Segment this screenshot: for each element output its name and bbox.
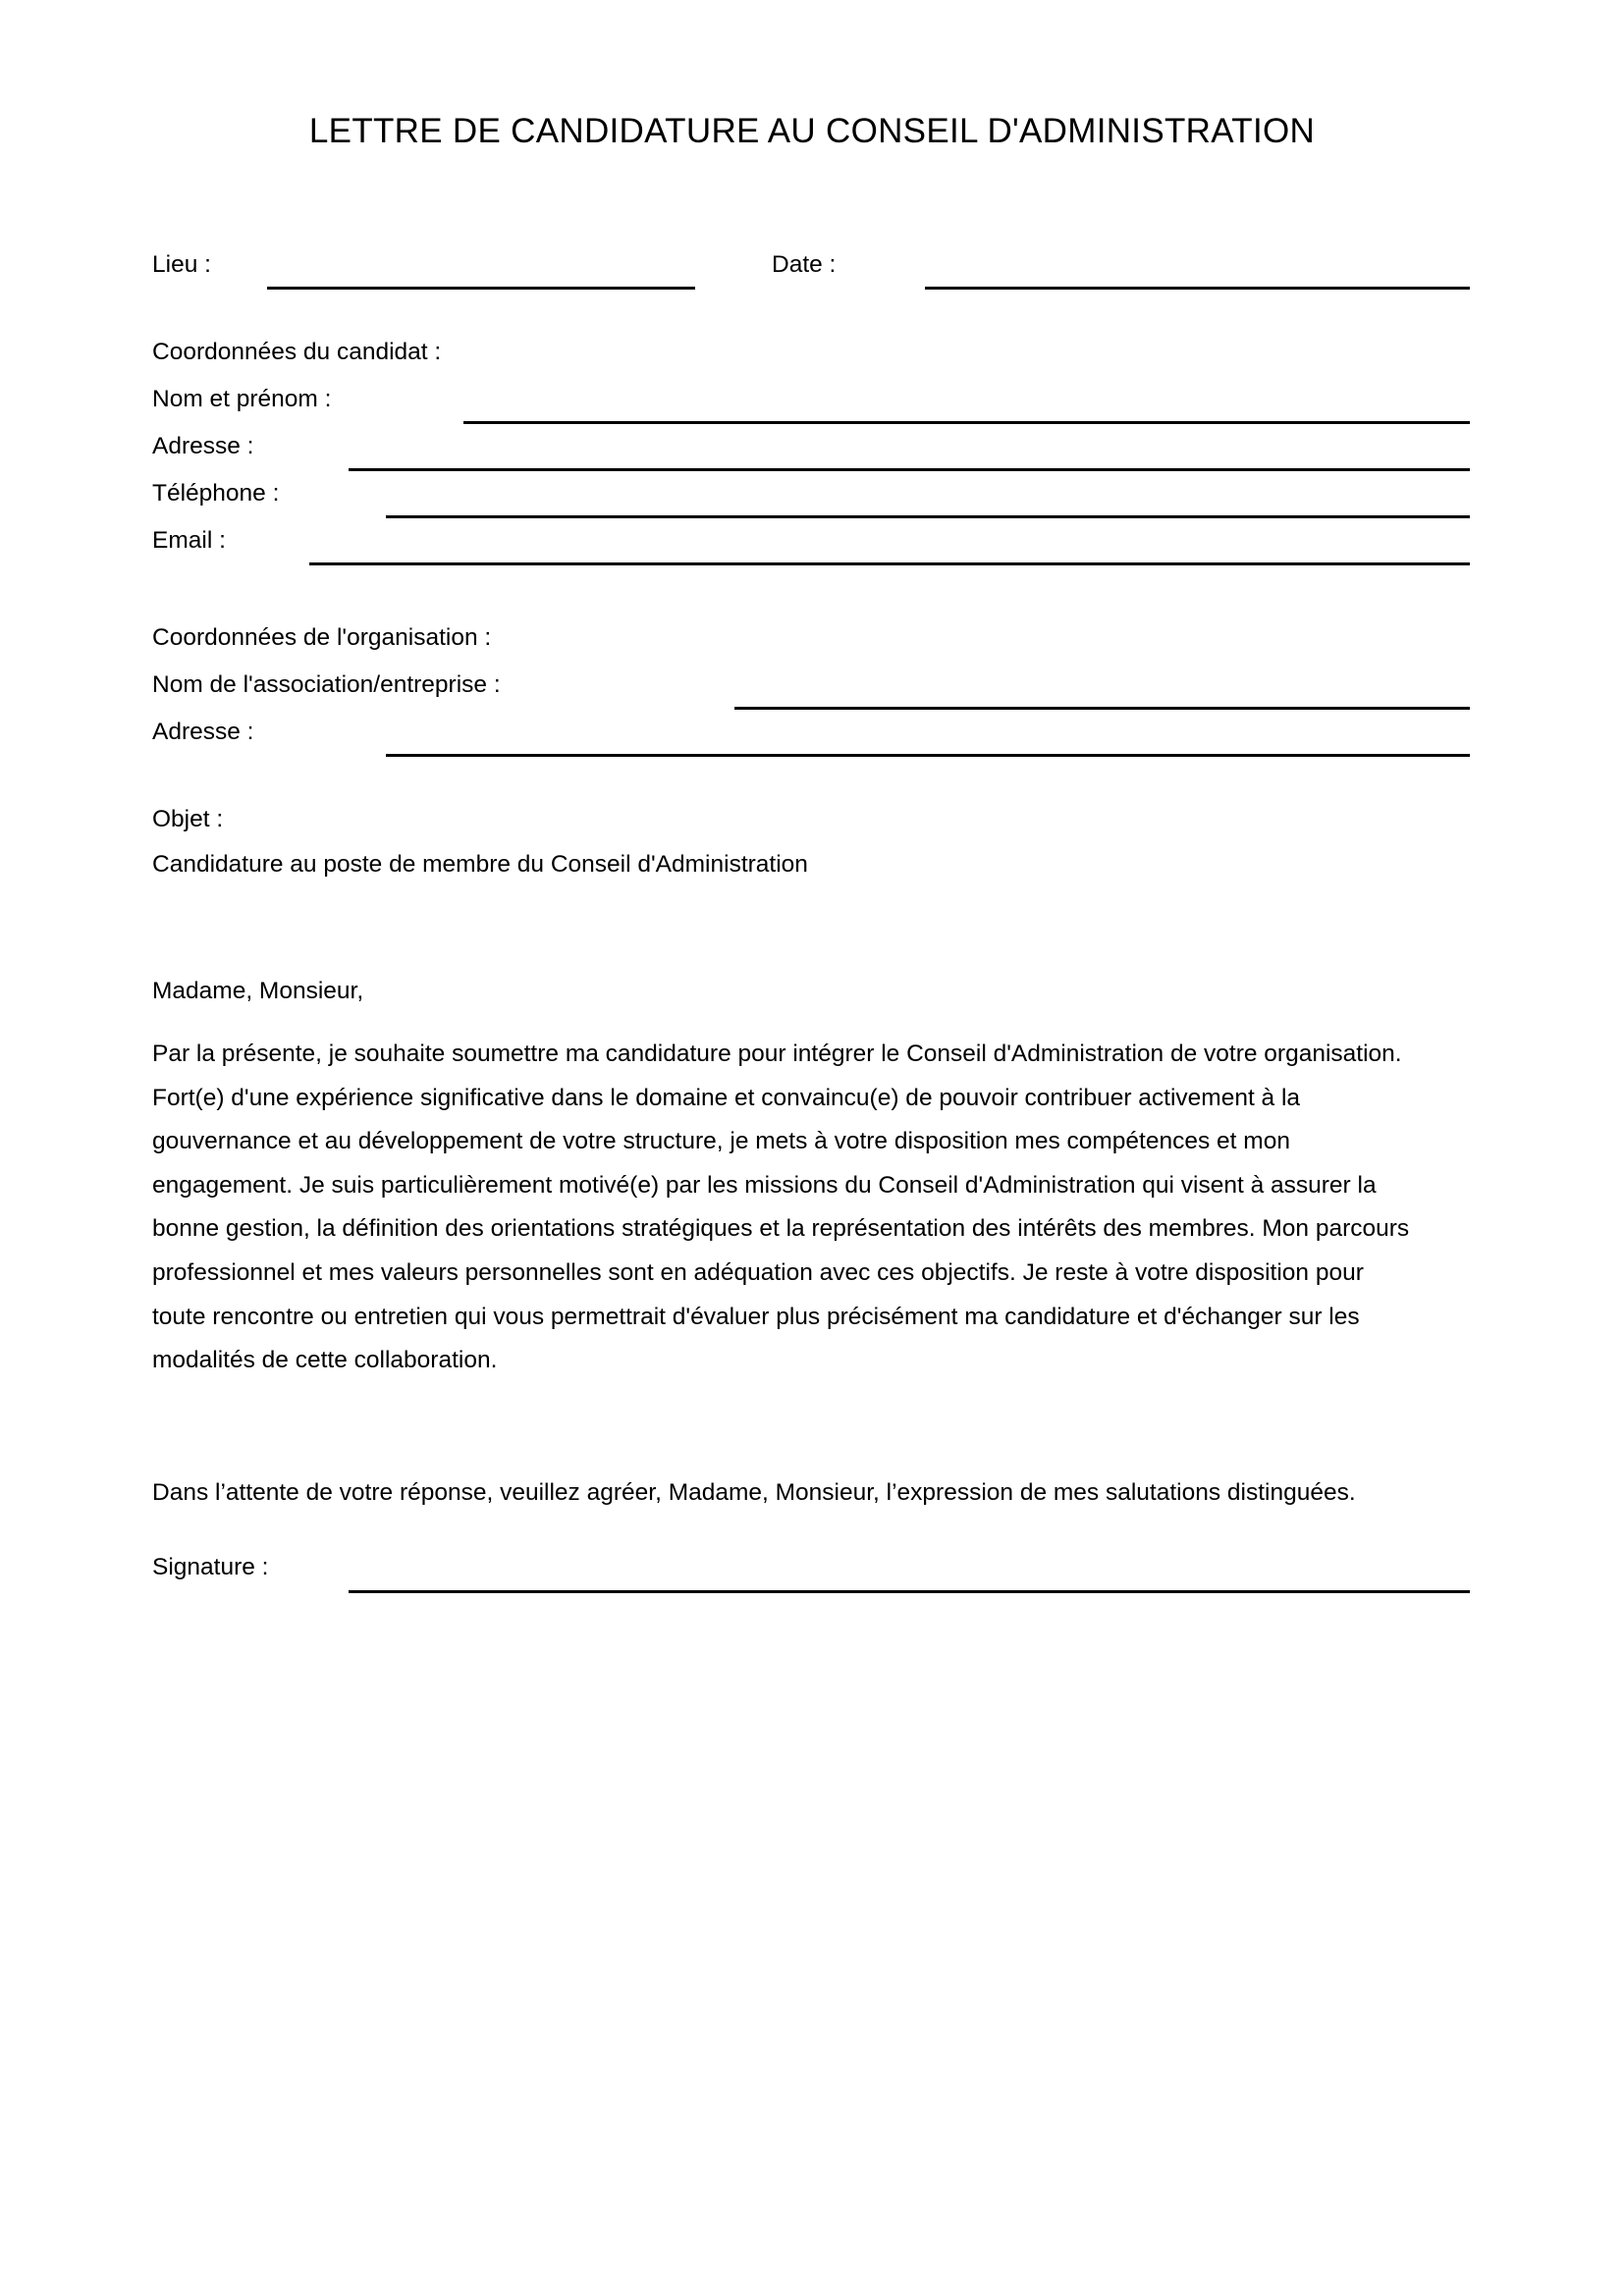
organisation-section-heading: Coordonnées de l'organisation : [152,624,492,651]
field-adresse-organisation-label: Adresse : [152,719,254,745]
field-telephone-input-line[interactable] [386,515,1470,518]
field-lieu-label: Lieu : [152,251,211,278]
field-adresse-candidat-label: Adresse : [152,433,254,459]
field-telephone-label-wrap [152,477,279,516]
letter-salutation: Madame, Monsieur, [152,978,364,1004]
field-nom-prenom-label: Nom et prénom : [152,386,332,412]
field-lieu-input-line[interactable] [267,287,695,290]
field-email-input-line[interactable] [309,562,1470,565]
page-title: LETTRE DE CANDIDATURE AU CONSEIL D'ADMINISTRATION [308,112,1316,150]
field-signature-label-wrap [152,1551,269,1590]
subject-heading: Objet : [152,806,224,832]
field-signature-input-line[interactable] [349,1590,1470,1593]
field-date-label-wrap [772,248,836,288]
field-nom-organisation-label-wrap [152,668,501,708]
field-email-label-wrap [152,524,226,563]
field-nom-prenom-label-wrap [152,383,331,422]
field-adresse-organisation-label-wrap [152,716,254,755]
field-nom-organisation-input-line[interactable] [734,707,1470,710]
field-signature-label: Signature : [152,1554,269,1580]
field-date-label: Date : [772,251,837,278]
field-adresse-candidat-input-line[interactable] [349,468,1470,471]
field-telephone-label: Téléphone : [152,480,280,507]
field-adresse-candidat-label-wrap [152,430,254,469]
letter-closing: Dans l’attente de votre réponse, veuillez agréer, Madame, Monsieur, l’expression de mes salutations distinguées. [152,1479,1356,1506]
field-date-input-line[interactable] [925,287,1470,290]
field-email-label: Email : [152,527,226,554]
field-adresse-organisation-input-line[interactable] [386,754,1470,757]
subject-text: Candidature au poste de membre du Conseil d'Administration [152,851,808,878]
field-nom-organisation-label: Nom de l'association/entreprise : [152,671,501,698]
field-nom-prenom-input-line[interactable] [463,421,1470,424]
letter-body: Par la présente, je souhaite soumettre ma candidature pour intégrer le Conseil d'Administration de votre organisation. Fort(e) d'une expérience significative dans le domaine et convaincu(e) de pouvoir contribuer activement à la gouvernance et au développement de votre structure, je mets à votre disposition mes compétences et mon engagement. Je suis particulièrement motivé(e) par les missions du Conseil d'Administration qui visent à assurer la bonne gestion, la définition des orientations stratégiques et la représentation des intérêts des membres. Mon parcours professionnel et mes valeurs personnelles sont en adéquation avec ces objectifs. Je reste à votre disposition pour toute rencontre ou entretien qui vous permettrait d'évaluer plus précisément ma candidature et d'échanger sur les modalités de cette collaboration. [152,1041,1410,1374]
candidate-section-heading: Coordonnées du candidat : [152,339,442,365]
field-lieu-label-wrap [152,248,211,288]
